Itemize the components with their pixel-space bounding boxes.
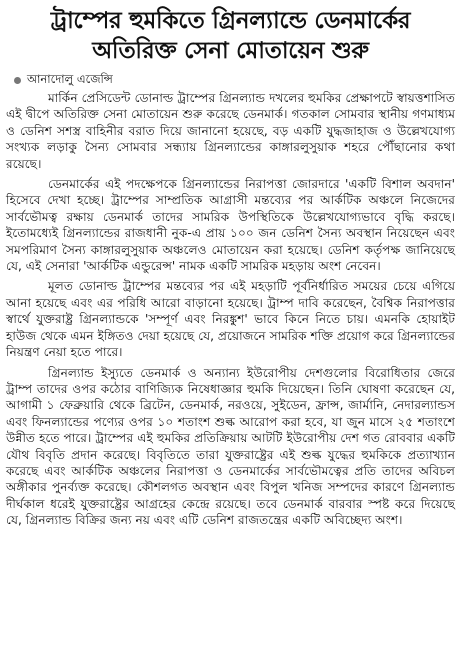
source-line	[14, 72, 455, 88]
bullet-icon	[14, 77, 21, 84]
headline-line-1: ট্রাম্পের হুমকিতে গ্রিনল্যান্ডে ডেনমার্কের	[50, 8, 411, 34]
headline-line-2: অতিরিক্ত সেনা মোতায়েন শুরু	[92, 38, 369, 64]
paragraph-4: গ্রিনল্যান্ড ইস্যুতে ডেনমার্ক ও অন্যান্য ইউরোপীয় দেশগুলোর বিরোধিতার জেরে ট্রাম্প তাদের ওপর কঠোর বাণিজ্যিক নিষেধাজ্ঞার হুমকি দিয়েছেন। তিনি ঘোষণা করেছেন যে, আগামী ১ ফেব্রুয়ারি থেকে ব্রিটেন, ডেনমার্ক, নরওয়ে, সুইডেন, ফ্রান্স, জার্মানি, নেদারল্যান্ডস এবং ফিনল্যান্ডের পণ্যের ওপর ১০ শতাংশ শুল্ক আরোপ করা হবে, যা জুন মাসে ২৫ শতাংশে উন্নীত হতে পারে। ট্রাম্পের এই হুমকির প্রতিক্রিয়ায় আটটি ইউরোপীয় দেশ গত রোববার একটি যৌথ বিবৃতি প্রদান করেছে। বিবৃতিতে তারা যুক্তরাষ্ট্রের এই শুল্ক যুদ্ধের হুমকিকে প্রত্যাখ্যান করেছে এবং আর্কটিক অঞ্চলের নিরাপত্তা ও ডেনমার্কের সার্বভৌমত্বের প্রতি তাদের অবিচল অঙ্গীকার পুনর্ব্যক্ত করেছে। কৌশলগত অবস্থান এবং বিপুল খনিজ সম্পদের কারণে গ্রিনল্যান্ড দীর্ঘকাল ধরেই যুক্তরাষ্ট্রের আগ্রহের কেন্দ্রে রয়েছে। তবে ডেনমার্ক বারবার স্পষ্ট করে দিয়েছে যে, গ্রিনল্যান্ড বিক্রির জন্য নয় এবং এটি ডেনিশ রাজতন্ত্রের একটি অবিচ্ছেদ্য অংশ।	[6, 365, 455, 528]
headline	[6, 6, 455, 66]
paragraph-1: মার্কিন প্রেসিডেন্ট ডোনাল্ড ট্রাম্পের গ্রিনল্যান্ড দখলের হুমকির প্রেক্ষাপটে স্বায়ত্তশাসিত এই দ্বীপে অতিরিক্ত সেনা মোতায়েন শুরু করেছে ডেনমার্ক। গতকাল সোমবার স্থানীয় গণমাধ্যম ও ডেনিশ সশস্ত্র বাহিনীর বরাত দিয়ে জানানো হয়েছে, বড় একটি যুদ্ধজাহাজ ও উল্লেখযোগ্য সংখ্যক লড়াকু সৈন্য সোমবার সন্ধ্যায় গ্রিনল্যান্ডের কাঙ্গারলুসুয়াক শহরে পৌঁছানোর কথা রয়েছে।	[6, 91, 455, 171]
paragraph-2: ডেনমার্কের এই পদক্ষেপকে গ্রিনল্যান্ডের নিরাপত্তা জোরদারে 'একটি বিশাল অবদান' হিসেবে দেখা হচ্ছে। ট্রাম্পের সাম্প্রতিক আগ্রাসী মন্তব্যের পর আর্কটিক অঞ্চলে নিজেদের সার্বভৌমত্ব রক্ষায় ডেনমার্ক তাদের সামরিক উপস্থিতিকে উল্লেখযোগ্যভাবে বৃদ্ধি করছে। ইতোমধ্যেই গ্রিনল্যান্ডের রাজধানী নুক-এ প্রায় ১০০ জন ডেনিশ সৈন্য অবস্থান নিয়েছেন এবং সমপরিমাণ সৈন্য কাঙ্গারলুসুয়াক অঞ্চলেও মোতায়েন করা হয়েছে। ডেনিশ কর্তৃপক্ষ জানিয়েছে যে, এই সেনারা 'আর্কটিক এন্ডুরেন্স' নামক একটি সামরিক মহড়ায় অংশ নেবেন।	[6, 177, 455, 274]
paragraph-3: মূলত ডোনাল্ড ট্রাম্পের মন্তব্যের পর এই মহড়াটি পূর্বনির্ধারিত সময়ের চেয়ে এগিয়ে আনা হয়েছে এবং এর পরিধি আরো বাড়ানো হয়েছে। ট্রাম্প দাবি করেছেন, বৈশ্বিক নিরাপত্তার স্বার্থে যুক্তরাষ্ট্র গ্রিনল্যান্ডকে 'সম্পূর্ণ এবং নিরঙ্কুশ' ভাবে কিনে নিতে চায়। এমনকি হোয়াইট হাউজ থেকে এমন ইঙ্গিতও দেয়া হয়েছে যে, প্রয়োজনে সামরিক শক্তি প্রয়োগ করে গ্রিনল্যান্ডের নিয়ন্ত্রণ নেয়া হতে পারে।	[6, 279, 455, 360]
article-body	[6, 90, 455, 529]
source-name: আনাদোলু এজেন্সি	[27, 71, 113, 86]
